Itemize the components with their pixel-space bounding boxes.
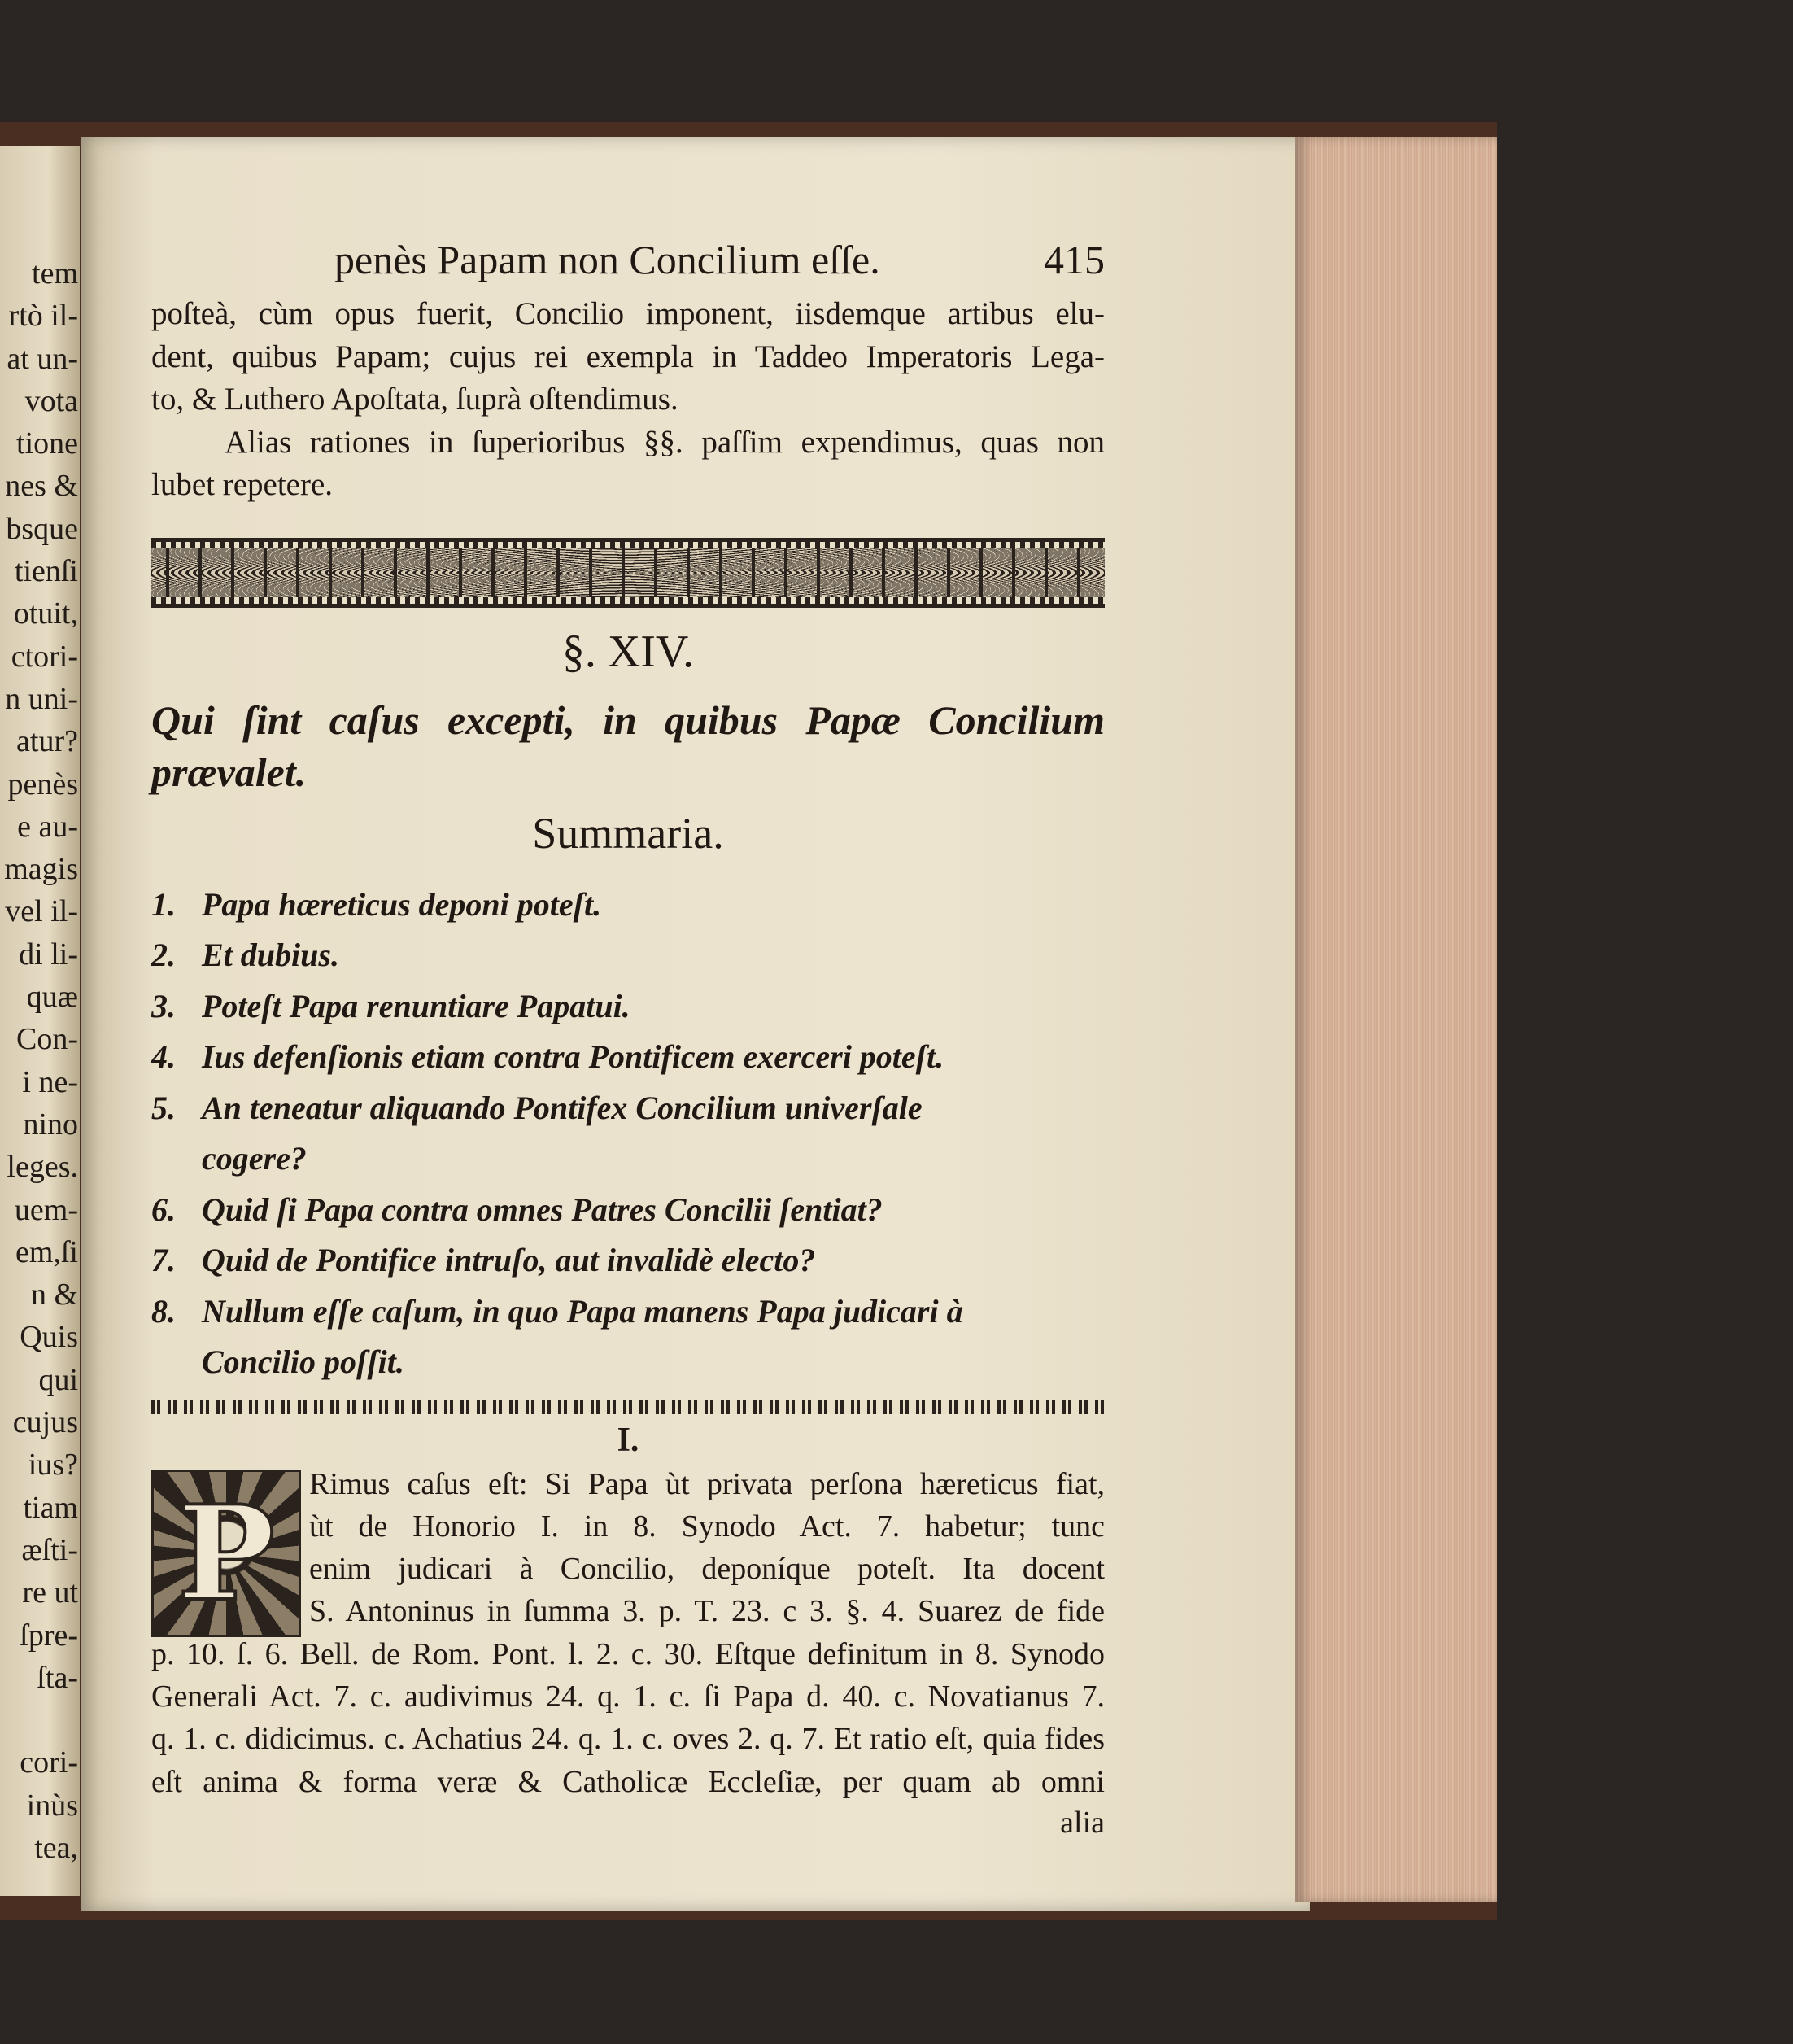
summaria-number: 8.: [151, 1292, 176, 1330]
catchword: alia: [1060, 1805, 1105, 1840]
left-page-text: [0, 252, 78, 1869]
dropcap-letter: P: [177, 1476, 276, 1630]
left-page-fragment: tienſi: [14, 554, 78, 589]
summaria-heading: Summaria.: [532, 808, 724, 858]
left-page-fragment: uem-: [14, 1192, 78, 1227]
summaria-text: Poteſt Papa renuntiare Papatui.: [202, 987, 630, 1024]
left-page-fragment: Quis: [20, 1320, 78, 1355]
summaria-item: [151, 930, 1105, 981]
left-page-fragment: n uni-: [5, 681, 78, 716]
ornament-rule: [151, 1400, 1105, 1414]
text-line: Rimus caſus eſt: Si Papa ùt privata perſona hæreticus fiat,: [309, 1466, 1105, 1501]
summaria-number: 2.: [151, 937, 176, 973]
left-page-fragment: nino: [23, 1107, 78, 1142]
text-line: to, & Luthero Apoſtata, ſuprà oſtendimus.: [151, 382, 678, 417]
text-line: enim judicari à Concilio, deponíque poteſt. Ita docent: [309, 1552, 1105, 1587]
left-page-fragment: vota: [24, 383, 78, 418]
summaria-continuation: cogere?: [202, 1140, 307, 1177]
page-content: [151, 236, 1105, 1841]
left-page-fragment: otuit,: [13, 596, 78, 631]
summaria-number: 6.: [151, 1190, 176, 1228]
section-title: Qui ſint caſus excepti, in quibus Papæ Concilium prævalet.: [151, 697, 1105, 795]
running-title: penès Papam non Concilium eſſe.: [334, 237, 880, 282]
left-page-fragment: leges.: [7, 1150, 78, 1185]
opening-paragraph: [151, 293, 1105, 507]
summaria-text: Papa hæreticus deponi poteſt.: [202, 885, 602, 923]
left-page-fragment: inùs: [26, 1788, 78, 1823]
text-line: lubet repetere.: [151, 467, 334, 502]
text-line: Generali Act. 7. c. audivimus 24. q. 1. c. ſi Papa d. 40. c. Novatianus 7.: [151, 1679, 1105, 1714]
text-line: q. 1. c. didicimus. c. Achatius 24. q. 1. c. oves 2. q. 7. Et ratio eſt, quia fides: [151, 1722, 1105, 1757]
summaria-number: 7.: [151, 1242, 176, 1278]
left-page-fragment: ſta-: [37, 1660, 78, 1695]
main-paragraph: [151, 1463, 1105, 1803]
ornament-band: [151, 538, 1105, 608]
summaria-continuation: Concilio poſſit.: [202, 1343, 404, 1380]
left-page-fragment: ctori-: [11, 639, 78, 674]
left-page-fragment: tem: [32, 256, 78, 290]
left-page-fragment: rtò il-: [8, 299, 78, 334]
left-page-fragment: at un-: [7, 341, 78, 376]
section-heading: §. XIV.: [561, 626, 695, 677]
left-page: [0, 146, 80, 1896]
text-line: poſteà, cùm opus fuerit, Concilio imponent, iisdemque artibus elu-: [151, 296, 1105, 331]
text-line: S. Antoninus in ſumma 3. p. T. 23. c 3. §. 4. Suarez de fide: [309, 1594, 1105, 1629]
summaria-number: 4.: [151, 1038, 176, 1075]
left-page-fragment: tione: [16, 426, 78, 461]
left-page-fragment: em,ſi: [15, 1234, 78, 1269]
summaria-item: [151, 1286, 1105, 1338]
text-line: p. 10. ſ. 6. Bell. de Rom. Pont. l. 2. c. 30. Eſtque definitum in 8. Synodo: [151, 1636, 1105, 1671]
summaria-number: 1.: [151, 885, 176, 923]
left-page-fragment: [0, 1699, 78, 1741]
summaria-text: Et dubius.: [202, 937, 339, 973]
summaria-item: [151, 1083, 1105, 1134]
paragraph-number: I.: [617, 1421, 639, 1459]
summaria-text: Ius defenſionis etiam contra Pontificem exerceri poteſt.: [202, 1038, 944, 1075]
left-page-fragment: nes &: [5, 469, 78, 504]
summaria-list: [151, 880, 1105, 1388]
background: [1497, 106, 1793, 2044]
left-page-fragment: quæ: [26, 980, 78, 1015]
summaria-text: An teneatur aliquando Pontifex Concilium univerſale: [202, 1089, 923, 1126]
summaria-item: [151, 1185, 1105, 1236]
left-page-fragment: vel il-: [5, 894, 78, 929]
left-page-fragment: n &: [30, 1278, 78, 1312]
summaria-item: [151, 880, 1105, 931]
summaria-item: [151, 981, 1105, 1033]
text-line: ùt de Honorio I. in 8. Synodo Act. 7. habetur; tunc: [309, 1509, 1105, 1544]
text-line: dent, quibus Papam; cujus rei exempla in Taddeo Imperatoris Lega-: [151, 338, 1105, 374]
left-page-fragment: tiam: [23, 1490, 78, 1525]
left-page-fragment: re ut: [22, 1575, 78, 1610]
left-page-fragment: magis: [4, 852, 78, 887]
summaria-text: Quid de Pontifice intruſo, aut invalidè electo?: [202, 1242, 816, 1278]
summaria-number: 5.: [151, 1089, 176, 1126]
summaria-number: 3.: [151, 987, 176, 1024]
left-page-fragment: bsque: [6, 511, 78, 546]
left-page-fragment: e au-: [17, 809, 78, 844]
summaria-text: Quid ſi Papa contra omnes Patres Concilii ſentiat?: [202, 1190, 883, 1228]
left-page-fragment: qui: [38, 1362, 78, 1397]
left-page-fragment: ſpre-: [20, 1618, 78, 1653]
left-page-fragment: penès: [7, 766, 78, 801]
page-number: 415: [1044, 237, 1105, 282]
left-page-fragment: Con-: [16, 1022, 78, 1057]
left-page-fragment: i ne-: [22, 1064, 78, 1099]
text-line: Alias rationes in ſuperioribus §§. paſſim expendimus, quas non: [225, 424, 1105, 460]
left-page-fragment: tea,: [34, 1830, 78, 1865]
decorated-initial: [151, 1470, 301, 1637]
text-line: eſt anima & forma veræ & Catholicæ Eccleſiæ, per quam ab omni: [151, 1764, 1105, 1799]
summaria-item: [151, 1032, 1105, 1083]
summaria-text: Nullum eſſe caſum, in quo Papa manens Papa judicari à: [202, 1292, 963, 1330]
left-page-fragment: cori-: [20, 1745, 78, 1780]
left-page-fragment: æſti-: [21, 1532, 78, 1567]
summaria-item: [151, 1235, 1105, 1286]
left-page-fragment: di li-: [19, 937, 78, 972]
left-page-fragment: ius?: [28, 1448, 78, 1483]
running-head: [151, 236, 1105, 293]
page-edges: [1295, 137, 1499, 1902]
left-page-fragment: atur?: [16, 724, 78, 759]
left-page-fragment: cujus: [12, 1405, 78, 1440]
